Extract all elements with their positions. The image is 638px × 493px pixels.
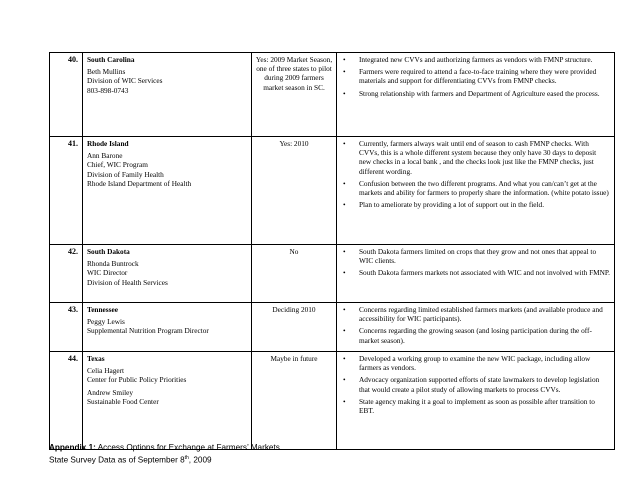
survey-year: , 2009 <box>188 455 212 465</box>
state-name: South Dakota <box>87 247 130 256</box>
contact-line: Division of Family Health <box>87 169 164 179</box>
note-text: Concerns regarding limited established farmers markets (and available produce and accessibility for WIC participants). <box>359 305 603 324</box>
bullet-icon: • <box>343 354 346 363</box>
state-contact-cell <box>83 53 252 137</box>
bullet-icon: • <box>343 396 346 406</box>
response-cell: No <box>252 245 337 303</box>
table-row <box>50 53 615 137</box>
table-row <box>50 352 615 450</box>
state-contact-cell <box>83 352 252 450</box>
contact-line: Rhonda Buntrock <box>87 259 139 269</box>
contact-line: Sustainable Food Center <box>87 396 159 406</box>
appendix-label: Appendix 1: <box>49 443 96 452</box>
list-item <box>339 305 610 323</box>
bullet-icon: • <box>343 268 346 278</box>
list-item <box>339 89 610 98</box>
list-item <box>339 67 610 85</box>
state-name: Rhode Island <box>87 139 129 148</box>
row-number: 40. <box>50 53 83 137</box>
bullet-icon: • <box>343 67 346 77</box>
note-text: Advocacy organization supported efforts of state lawmakers to develop legislation that would create a pilot study of allowing markets to process CVVs. <box>359 375 600 394</box>
note-text: State agency making it a goal to implement as soon as possible after transition to EBT. <box>359 396 595 416</box>
note-text: Integrated new CVVs and authorizing farmers as vendors with FMNP structure. <box>359 55 593 64</box>
table-row <box>50 303 615 352</box>
table-row <box>50 245 615 303</box>
notes-cell <box>337 137 615 245</box>
contact-line: Peggy Lewis <box>87 317 125 327</box>
bullet-icon: • <box>343 375 346 385</box>
appendix-caption <box>49 442 280 466</box>
notes-cell <box>337 53 615 137</box>
list-item <box>339 200 610 209</box>
state-name: Tennessee <box>87 305 118 314</box>
notes-cell <box>337 245 615 303</box>
notes-list <box>339 354 610 415</box>
state-name: South Carolina <box>87 55 135 64</box>
bullet-icon: • <box>343 88 346 98</box>
note-text: South Dakota farmers markets not associated with WIC and not involved with FMNP. <box>359 268 610 278</box>
state-contact-cell <box>83 245 252 303</box>
state-contact-cell <box>83 303 252 352</box>
list-item <box>339 354 610 372</box>
response-cell: Maybe in future <box>252 352 337 450</box>
note-text: Developed a working group to examine the new WIC package, including allow farmers as vendors. <box>359 354 591 373</box>
bullet-icon: • <box>343 247 346 256</box>
response-cell: Yes: 2010 <box>252 137 337 245</box>
contact-line: 803-898-0743 <box>87 85 129 95</box>
table-row <box>50 137 615 245</box>
date-suffix: th <box>184 455 189 461</box>
notes-cell <box>337 352 615 450</box>
row-number: 41. <box>50 137 83 245</box>
survey-date-text: State Survey Data as of September 8 <box>49 455 185 465</box>
list-item <box>339 55 610 64</box>
bullet-icon: • <box>343 139 346 148</box>
response-cell: Deciding 2010 <box>252 303 337 352</box>
list-item <box>339 247 610 265</box>
list-item <box>339 326 610 344</box>
bullet-icon: • <box>343 55 346 64</box>
note-text: Concerns regarding the growing season (and losing participation during the off-market season). <box>359 326 592 345</box>
note-text: South Dakota farmers limited on crops that they grow and not ones that appeal to WIC clients. <box>359 247 597 266</box>
row-number: 42. <box>50 245 83 303</box>
bullet-icon: • <box>343 305 346 314</box>
contact-line: Division of Health Services <box>87 277 168 287</box>
list-item <box>339 179 610 197</box>
contact-line: Andrew Smiley <box>87 387 134 397</box>
note-text: Strong relationship with farmers and Department of Agriculture eased the process. <box>359 88 600 98</box>
note-text: Farmers were required to attend a face-to-face training where they were provided materials and support for differentiating CVVs from FMNP checks. <box>359 67 597 86</box>
contact-line: Supplemental Nutrition Program Director <box>87 326 209 336</box>
notes-cell <box>337 303 615 352</box>
contact-line: Beth Mullins <box>87 67 126 77</box>
note-text: Currently, farmers always wait until end of season to cash FMNP checks. With CVVs, this is a whole different system because they only have 30 days to deposit new checks in a local bank , and the checks look just like the FMNP checks, just different wording. <box>359 139 597 176</box>
bullet-icon: • <box>343 326 346 336</box>
contact-line: Rhode Island Department of Health <box>87 178 192 188</box>
row-number: 43. <box>50 303 83 352</box>
notes-list <box>339 305 610 345</box>
contact-line: Celia Hagert <box>87 366 125 376</box>
list-item <box>339 397 610 415</box>
row-number: 44. <box>50 352 83 450</box>
notes-list <box>339 247 610 278</box>
notes-list <box>339 139 610 209</box>
contact-line: WIC Director <box>87 268 128 278</box>
survey-table <box>49 52 615 450</box>
caption-line-2 <box>49 453 280 466</box>
list-item <box>339 139 610 176</box>
state-contact-cell <box>83 137 252 245</box>
response-cell: Yes: 2009 Market Season, one of three states to pilot during 2009 farmers market season in SC. <box>252 53 337 137</box>
note-text: Confusion between the two different programs. And what you can/can’t get at the markets and ability for farmers to properly share the information. (white potato issue) <box>359 178 609 198</box>
contact-line: Ann Barone <box>87 151 123 161</box>
appendix-title: Access Options for Exchange at Farmers’ Markets <box>97 443 280 452</box>
bullet-icon: • <box>343 178 346 188</box>
notes-list <box>339 55 610 98</box>
caption-line-1 <box>49 442 280 453</box>
note-text: Plan to ameliorate by providing a lot of support out in the field. <box>359 200 545 210</box>
state-name: Texas <box>87 354 105 363</box>
contact-line: Center for Public Policy Priorities <box>87 375 187 385</box>
list-item <box>339 375 610 393</box>
survey-table-body <box>50 53 615 450</box>
contact-line: Division of WIC Services <box>87 76 163 86</box>
contact-line: Chief, WIC Program <box>87 160 148 170</box>
list-item <box>339 268 610 277</box>
bullet-icon: • <box>343 200 346 210</box>
